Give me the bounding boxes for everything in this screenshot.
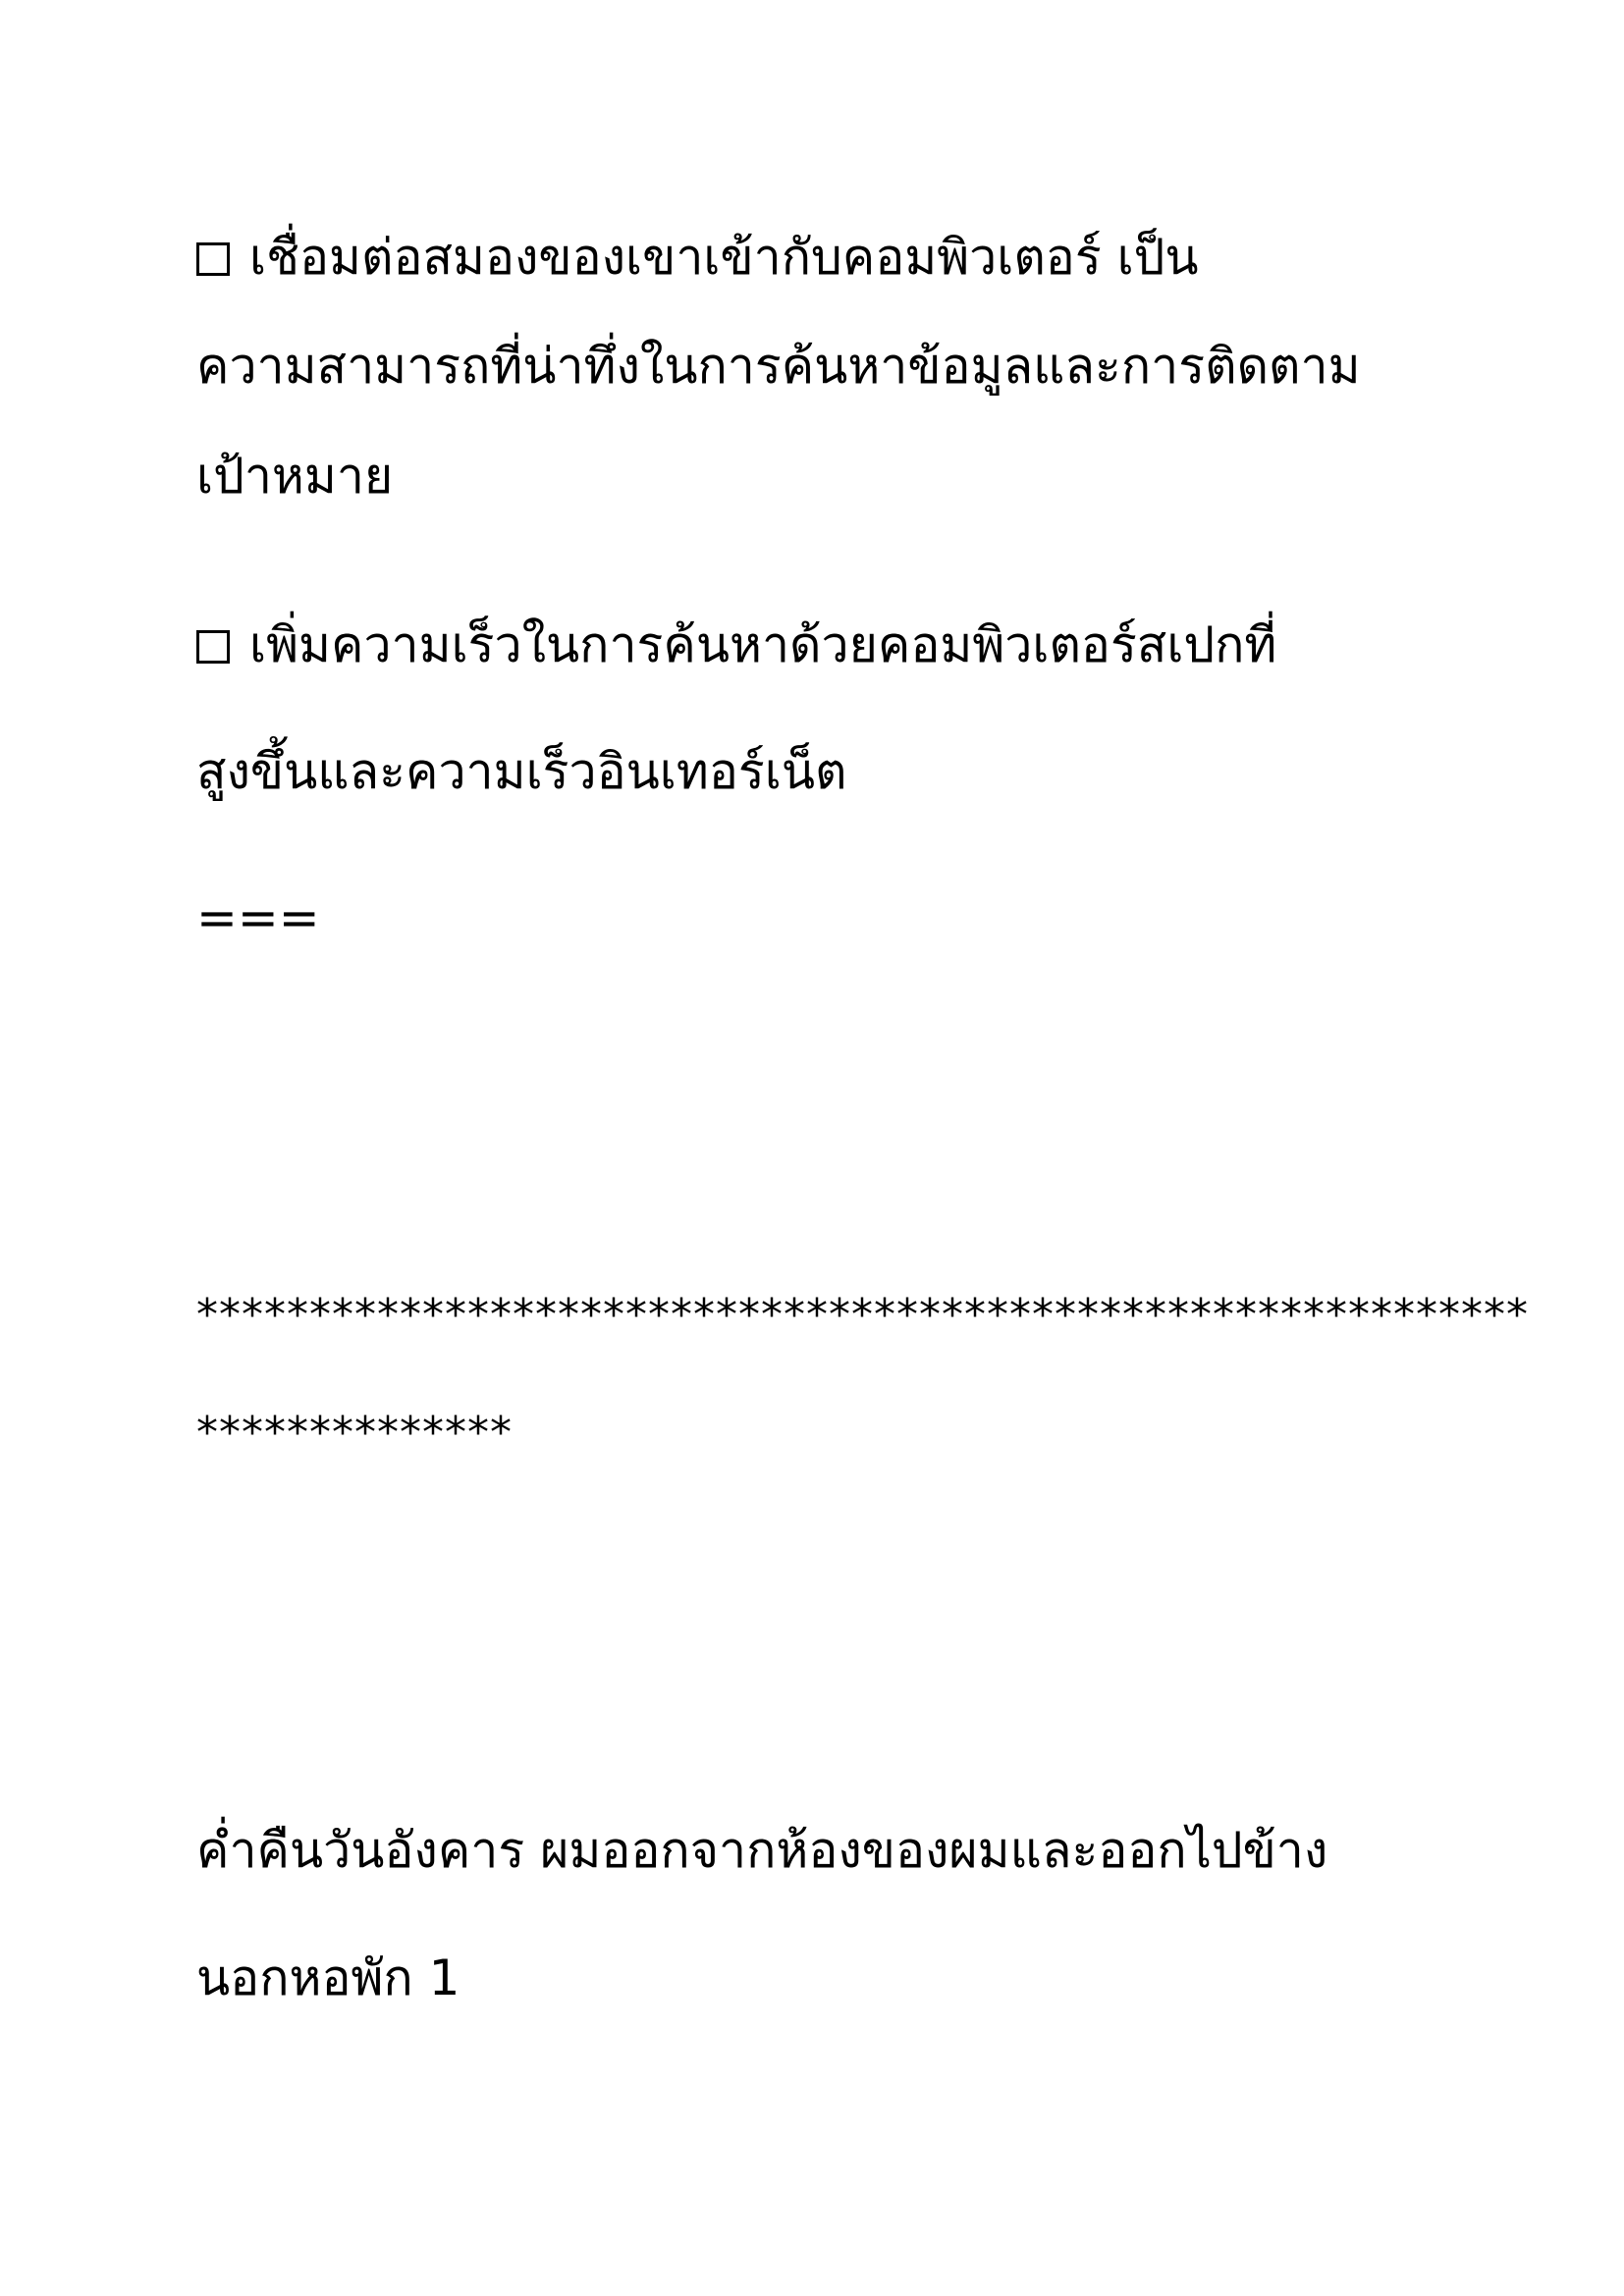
bullet-item-2-line-1 [196, 615, 1276, 674]
separator-line: === [196, 889, 320, 946]
bullet-item-1-line-3: เป้าหมาย [196, 448, 394, 505]
bullet-item-1-line-2: ความสามารถที่น่าทึ่งในการค้นหาข้อมูลและการติดตาม [196, 338, 1361, 395]
bullet-item-1-line-1 [196, 228, 1199, 287]
bullet-item-2-text: เพิ่มความเร็วในการค้นหาด้วยคอมพิวเตอร์สเปกที่ [249, 616, 1277, 673]
bullet-item-2-line-2: สูงขึ้นและความเร็วอินเทอร์เน็ต [196, 743, 847, 800]
paragraph-line-2: นอกหอพัก 1 [196, 1949, 460, 2006]
checkbox-bullet-icon [196, 242, 230, 276]
paragraph-line-1: ค่ำคืนวันอังคาร ผมออกจากห้องของผมและออกไปข้าง [196, 1822, 1328, 1879]
checkbox-bullet-icon [196, 630, 230, 664]
bullet-item-1-text: เชื่อมต่อสมองของเขาเข้ากับคอมพิวเตอร์ เป็น [249, 229, 1199, 286]
asterisk-divider-line-1: *********************************************************** [196, 1290, 1529, 1340]
asterisk-divider-line-2: ************** [196, 1408, 513, 1458]
